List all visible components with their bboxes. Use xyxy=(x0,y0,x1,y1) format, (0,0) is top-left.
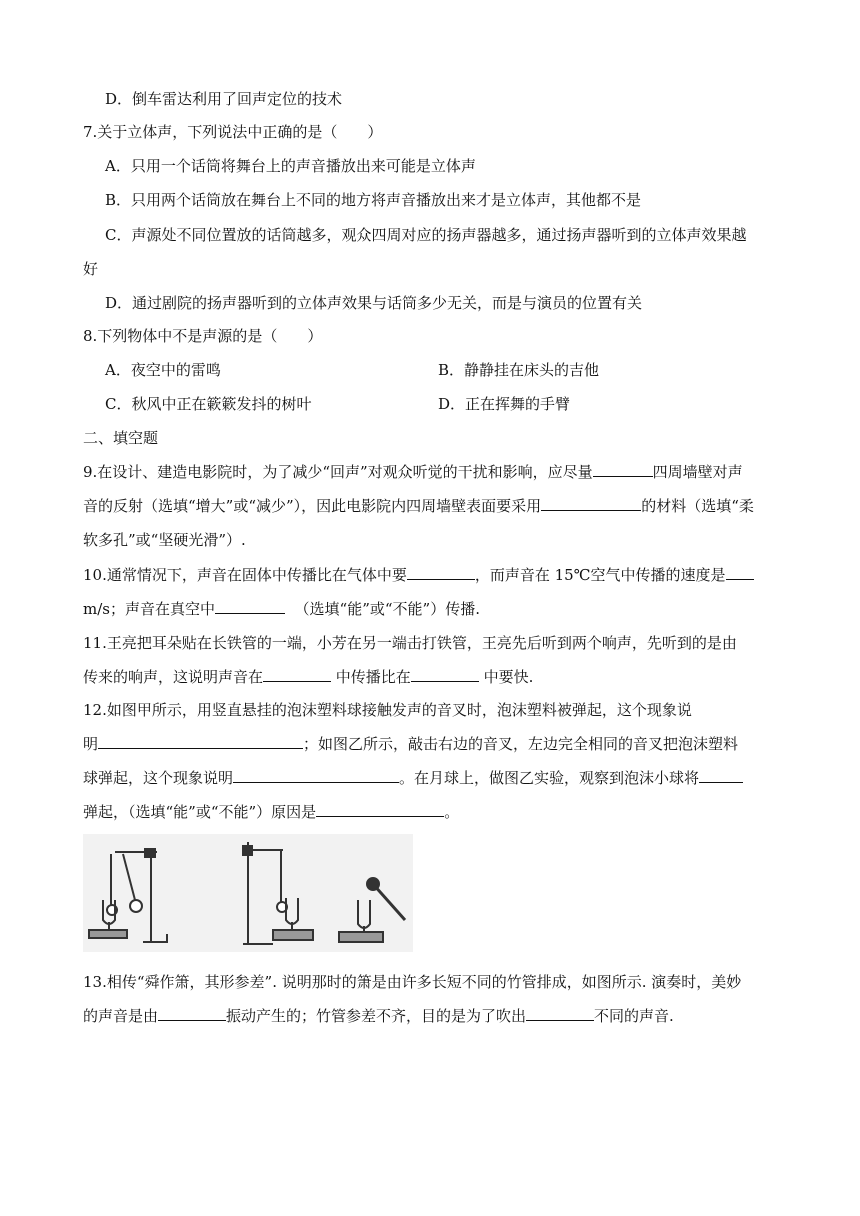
question-9-line1: 9.在设计、建造电影院时，为了减少“回声”对观众听觉的干扰和影响，应尽量 四周墙壁对声 xyxy=(83,463,743,481)
answer-blank[interactable] xyxy=(411,667,479,682)
tuning-fork-figure xyxy=(83,834,413,952)
option-b-q8: B．静静挂在床头的吉他 xyxy=(438,361,600,379)
option-a-q7: A．只用一个话筒将舞台上的声音播放出来可能是立体声 xyxy=(105,157,476,175)
question-13-line1: 13.相传“舜作箫，其形参差”. 说明那时的箫是由许多长短不同的竹管排成，如图所示. 演奏时，美妙 xyxy=(83,973,742,991)
option-c-q7-line1: C．声源处不同位置放的话筒越多，观众四周对应的扬声器越多，通过扬声器听到的立体声效果越 xyxy=(105,226,747,244)
question-12-line2: 明 ；如图乙所示，敲击右边的音叉，左边完全相同的音叉把泡沫塑料 xyxy=(83,735,739,753)
option-d-q7: D．通过剧院的扬声器听到的立体声效果与话筒多少无关，而是与演员的位置有关 xyxy=(105,294,643,312)
answer-blank[interactable] xyxy=(726,565,754,580)
question-13-line2: 的声音是由 振动产生的；竹管参差不齐，目的是为了吹出 不同的声音. xyxy=(83,1007,674,1025)
question-12-line4: 弹起，（选填“能”或“不能”）原因是 。 xyxy=(83,803,460,821)
question-12-line1: 12.如图甲所示，用竖直悬挂的泡沫塑料球接触发声的音叉时，泡沫塑料被弹起，这个现象说 xyxy=(83,701,692,719)
answer-blank[interactable] xyxy=(699,768,743,783)
question-10-line2: m/s；声音在真空中 （选填“能”或“不能”）传播. xyxy=(83,600,480,618)
question-10-line1: 10.通常情况下，声音在固体中传播比在气体中要 ，而声音在 15℃空气中传播的速度是 xyxy=(83,565,754,585)
question-11-line1: 11.王亮把耳朵贴在长铁管的一端，小芳在另一端击打铁管，王亮先后听到两个响声，先听到的是由 xyxy=(83,634,737,652)
answer-blank[interactable] xyxy=(233,768,399,783)
question-8-stem: 8.下列物体中不是声源的是（ ） xyxy=(83,327,323,345)
answer-blank[interactable] xyxy=(407,565,475,580)
answer-blank[interactable] xyxy=(316,802,444,817)
answer-blank[interactable] xyxy=(541,496,641,511)
answer-blank[interactable] xyxy=(215,599,285,614)
question-11-line2: 传来的响声，这说明声音在 中传播比在 中要快. xyxy=(83,668,534,686)
option-d-q8: D．正在挥舞的手臂 xyxy=(438,395,571,413)
answer-blank[interactable] xyxy=(593,462,653,477)
section-heading: 二、填空题 xyxy=(83,429,159,447)
answer-blank[interactable] xyxy=(98,734,303,749)
option-b-q7: B．只用两个话筒放在舞台上不同的地方将声音播放出来才是立体声，其他都不是 xyxy=(105,191,642,209)
question-7-stem: 7.关于立体声，下列说法中正确的是（ ） xyxy=(83,123,383,141)
option-c-q8: C．秋风中正在簌簌发抖的树叶 xyxy=(105,395,312,413)
option-d-q6: D．倒车雷达利用了回声定位的技术 xyxy=(105,90,343,108)
option-c-q7-line2: 好 xyxy=(83,260,99,278)
question-9-line2: 音的反射（选填“增大”或“减少”），因此电影院内四周墙壁表面要采用 的材料（选填“柔 xyxy=(83,497,754,515)
tuning-fork-illustration xyxy=(83,834,413,952)
answer-blank[interactable] xyxy=(158,1006,226,1021)
option-a-q8: A．夜空中的雷鸣 xyxy=(105,361,221,379)
answer-blank[interactable] xyxy=(263,667,331,682)
question-12-line3: 球弹起，这个现象说明 。在月球上，做图乙实验，观察到泡沫小球将 xyxy=(83,768,743,788)
answer-blank[interactable] xyxy=(526,1006,594,1021)
question-9-line3: 软多孔”或“坚硬光滑”）. xyxy=(83,531,246,549)
